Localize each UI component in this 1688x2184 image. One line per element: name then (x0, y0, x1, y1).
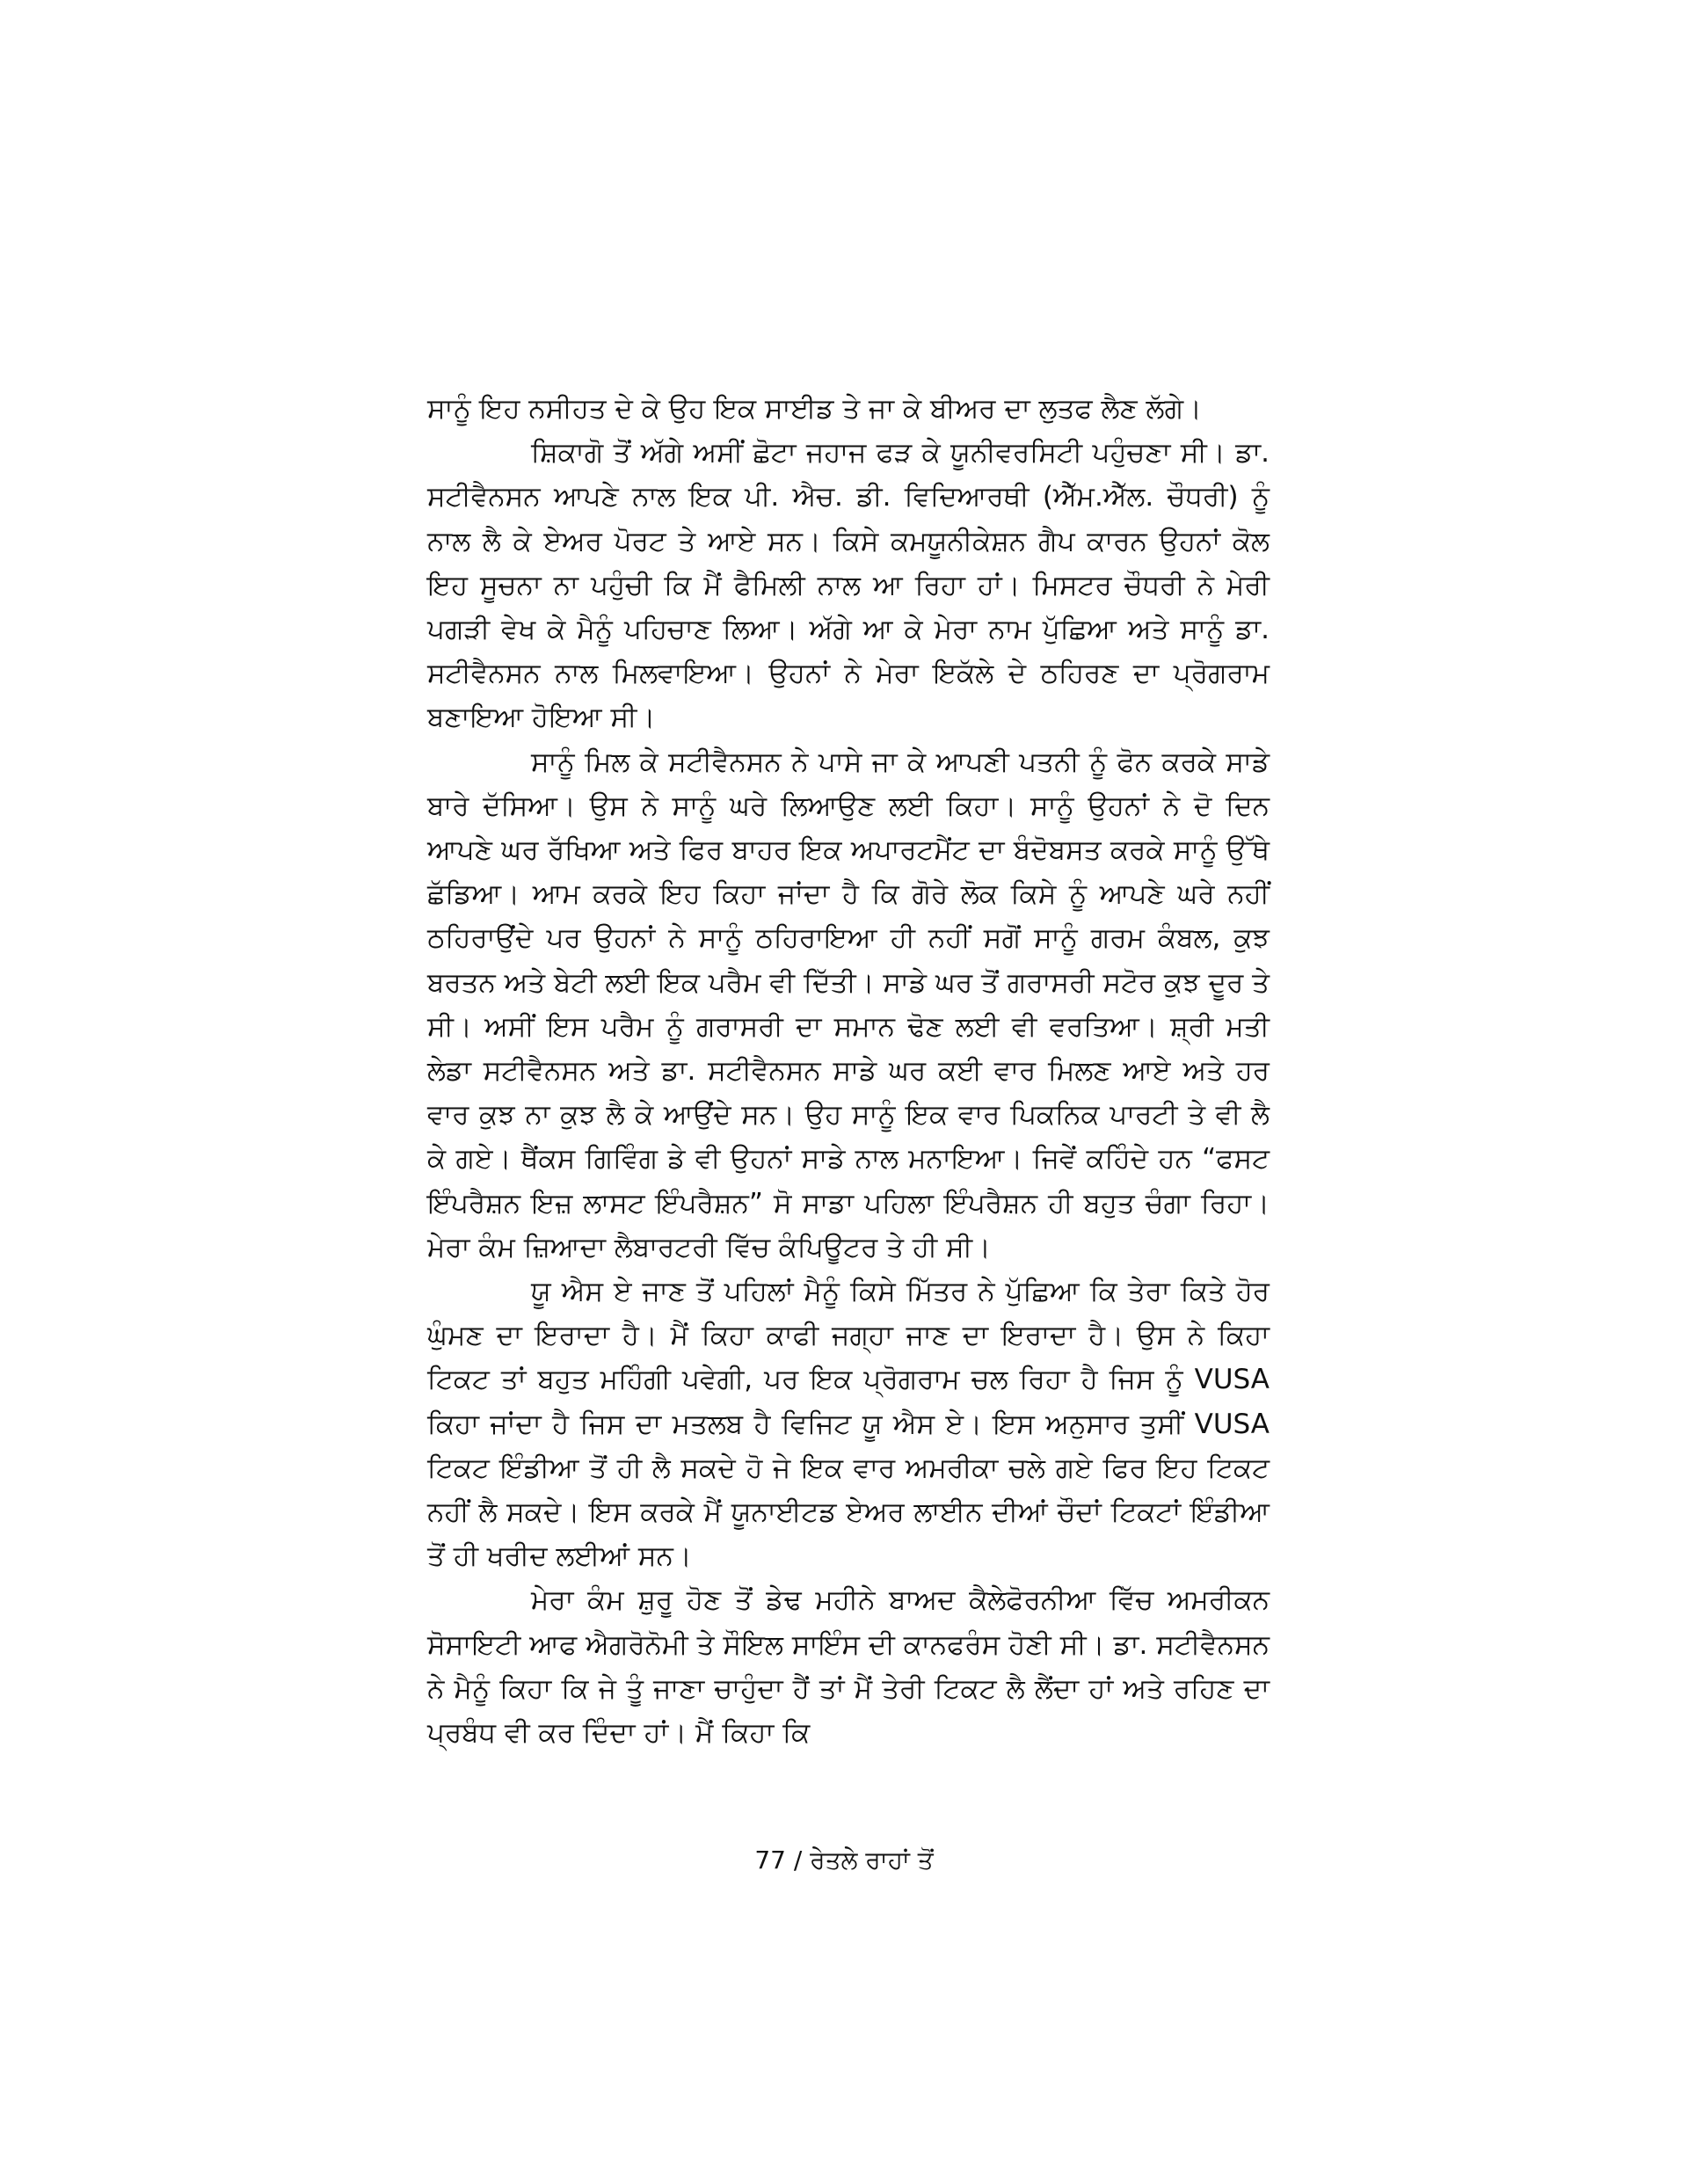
page-footer: 77 / ਰੇਤਲੇ ਰਾਹਾਂ ਤੋਂ (754, 1845, 934, 1875)
paragraph-2: ਸ਼ਿਕਾਗੋ ਤੋਂ ਅੱਗੇ ਅਸੀਂ ਛੋਟਾ ਜਹਾਜ ਫੜ ਕੇ ਯੂਨੀਵਰਸਿਟੀ ਪਹੁੰਚਣਾ ਸੀ। ਡਾ. ਸਟੀਵੈਨਸਨ ਆਪਣੇ ਨਾਲ ਇਕ ਪੀ. ਐਚ. ਡੀ. ਵਿਦਿਆਰਥੀ (ਐੱਮ.ਐੱਲ. ਚੌਧਰੀ) ਨੂੰ ਨਾਲ ਲੈ ਕੇ ਏਅਰ ਪੋਰਟ ਤੇ ਆਏ ਸਨ। ਕਿਸੇ ਕਮਯੂਨੀਕੇਸ਼ਨ ਗੈਪ ਕਾਰਨ ਉਹਨਾਂ ਕੋਲ ਇਹ ਸੂਚਨਾ ਨਾ ਪਹੁੰਚੀ ਕਿ ਮੈਂ ਫੈਮਿਲੀ ਨਾਲ ਆ ਰਿਹਾ ਹਾਂ। ਮਿਸਟਰ ਚੌਧਰੀ ਨੇ ਮੇਰੀ ਪਗੜੀ ਵੇਖ ਕੇ ਮੈਨੂੰ ਪਹਿਚਾਣ ਲਿਆ। ਅੱਗੇ ਆ ਕੇ ਮੇਰਾ ਨਾਮ ਪੁੱਛਿਆ ਅਤੇ ਸਾਨੂੰ ਡਾ. ਸਟੀਵੈਨਸਨ ਨਾਲ ਮਿਲਵਾਇਆ। ਉਹਨਾਂ ਨੇ ਮੇਰਾ ਇਕੱਲੇ ਦੇ ਠਹਿਰਣ ਦਾ ਪ੍ਰੋਗਰਾਮ ਬਣਾਇਆ ਹੋਇਆ ਸੀ। (427, 437, 1270, 734)
paragraph-4: ਯੂ ਐਸ ਏ ਜਾਣ ਤੋਂ ਪਹਿਲਾਂ ਮੈਨੂੰ ਕਿਸੇ ਮਿੱਤਰ ਨੇ ਪੁੱਛਿਆ ਕਿ ਤੇਰਾ ਕਿਤੇ ਹੋਰ ਘੁੰਮਣ ਦਾ ਇਰਾਦਾ ਹੈ। ਮੈਂ ਕਿਹਾ ਕਾਫੀ ਜਗ੍ਹਾ ਜਾਣ ਦਾ ਇਰਾਦਾ ਹੈ। ਉਸ ਨੇ ਕਿਹਾ ਟਿਕਟ ਤਾਂ ਬਹੁਤ ਮਹਿੰਗੀ ਪਵੇਗੀ, ਪਰ ਇਕ ਪ੍ਰੋਗਰਾਮ ਚਲ ਰਿਹਾ ਹੈ ਜਿਸ ਨੂੰ VUSA ਕਿਹਾ ਜਾਂਦਾ ਹੈ ਜਿਸ ਦਾ ਮਤਲਬ ਹੈ ਵਿਜਿਟ ਯੂ ਐਸ ਏ। ਇਸ ਅਨੁਸਾਰ ਤੁਸੀਂ VUSA ਟਿਕਟ ਇੰਡੀਆ ਤੋਂ ਹੀ ਲੈ ਸਕਦੇ ਹੋ ਜੇ ਇਕ ਵਾਰ ਅਮਰੀਕਾ ਚਲੇ ਗਏ ਫਿਰ ਇਹ ਟਿਕਟ ਨਹੀਂ ਲੈ ਸਕਦੇ। ਇਸ ਕਰਕੇ ਮੈਂ ਯੂਨਾਈਟਡ ਏਅਰ ਲਾਈਨ ਦੀਆਂ ਚੌਦਾਂ ਟਿਕਟਾਂ ਇੰਡੀਆ ਤੋਂ ਹੀ ਖਰੀਦ ਲਈਆਂ ਸਨ। (427, 1276, 1270, 1573)
page-body-text (427, 387, 1270, 1755)
paragraph-3: ਸਾਨੂੰ ਮਿਲ ਕੇ ਸਟੀਵੈਨਸਨ ਨੇ ਪਾਸੇ ਜਾ ਕੇ ਆਪਣੀ ਪਤਨੀ ਨੂੰ ਫੋਨ ਕਰਕੇ ਸਾਡੇ ਬਾਰੇ ਦੱਸਿਆ। ਉਸ ਨੇ ਸਾਨੂੰ ਘਰੇ ਲਿਆਉਣ ਲਈ ਕਿਹਾ। ਸਾਨੂੰ ਉਹਨਾਂ ਨੇ ਦੋ ਦਿਨ ਆਪਣੇ ਘਰ ਰੱਖਿਆ ਅਤੇ ਫਿਰ ਬਾਹਰ ਇਕ ਅਪਾਰਟਮੈਂਟ ਦਾ ਬੰਦੋਬਸਤ ਕਰਕੇ ਸਾਨੂੰ ਉੱਥੇ ਛੱਡਿਆ। ਆਮ ਕਰਕੇ ਇਹ ਕਿਹਾ ਜਾਂਦਾ ਹੈ ਕਿ ਗੋਰੇ ਲੋਕ ਕਿਸੇ ਨੂੰ ਆਪਣੇ ਘਰੇ ਨਹੀਂ ਠਹਿਰਾਉਂਦੇ ਪਰ ਉਹਨਾਂ ਨੇ ਸਾਨੂੰ ਠਹਿਰਾਇਆ ਹੀ ਨਹੀਂ ਸਗੋਂ ਸਾਨੂੰ ਗਰਮ ਕੰਬਲ, ਕੁਝ ਬਰਤਨ ਅਤੇ ਬੇਟੀ ਲਈ ਇਕ ਪਰੈਮ ਵੀ ਦਿੱਤੀ। ਸਾਡੇ ਘਰ ਤੋਂ ਗਰਾਸਰੀ ਸਟੋਰ ਕੁਝ ਦੂਰ ਤੇ ਸੀ। ਅਸੀਂ ਇਸ ਪਰੈਮ ਨੂੰ ਗਰਾਸਰੀ ਦਾ ਸਮਾਨ ਢੋਣ ਲਈ ਵੀ ਵਰਤਿਆ। ਸ਼੍ਰੀ ਮਤੀ ਲੇਡਾ ਸਟੀਵੈਨਸਨ ਅਤੇ ਡਾ. ਸਟੀਵੈਨਸਨ ਸਾਡੇ ਘਰ ਕਈ ਵਾਰ ਮਿਲਣ ਆਏ ਅਤੇ ਹਰ ਵਾਰ ਕੁਝ ਨਾ ਕੁਝ ਲੈ ਕੇ ਆਉਂਦੇ ਸਨ। ਉਹ ਸਾਨੂੰ ਇਕ ਵਾਰ ਪਿਕਨਿਕ ਪਾਰਟੀ ਤੇ ਵੀ ਲੈ ਕੇ ਗਏ। ਥੈਂਕਸ ਗਿਵਿੰਗ ਡੇ ਵੀ ਉਹਨਾਂ ਸਾਡੇ ਨਾਲ ਮਨਾਇਆ। ਜਿਵੇਂ ਕਹਿੰਦੇ ਹਨ “ਫਸਟ ਇੰਪਰੈਸ਼ਨ ਇਜ਼ ਲਾਸਟ ਇੰਪਰੈਸ਼ਨ” ਸੋ ਸਾਡਾ ਪਹਿਲਾ ਇੰਪਰੈਸ਼ਨ ਹੀ ਬਹੁਤ ਚੰਗਾ ਰਿਹਾ। ਮੇਰਾ ਕੰਮ ਜ਼ਿਆਦਾ ਲੈਬਾਰਟਰੀ ਵਿੱਚ ਕੰਪਿਊਟਰ ਤੇ ਹੀ ਸੀ। (427, 746, 1270, 1263)
paragraph-1: ਸਾਨੂੰ ਇਹ ਨਸੀਹਤ ਦੇ ਕੇ ਉਹ ਇਕ ਸਾਈਡ ਤੇ ਜਾ ਕੇ ਬੀਅਰ ਦਾ ਲੁਤਫ ਲੈਣ ਲੱਗੇ। (427, 393, 1202, 425)
paragraph-5: ਮੇਰਾ ਕੰਮ ਸ਼ੁਰੂ ਹੋਣ ਤੋਂ ਡੇਢ ਮਹੀਨੇ ਬਾਅਦ ਕੈਲੇਫੋਰਨੀਆ ਵਿੱਚ ਅਮਰੀਕਨ ਸੋਸਾਇਟੀ ਆਫ ਐਗਰੋਨੋਮੀ ਤੇ ਸੌਇਲ ਸਾਇੰਸ ਦੀ ਕਾਨਫਰੰਸ ਹੋਣੀ ਸੀ। ਡਾ. ਸਟੀਵੈਨਸਨ ਨੇ ਮੈਨੂੰ ਕਿਹਾ ਕਿ ਜੇ ਤੂੰ ਜਾਣਾ ਚਾਹੁੰਦਾ ਹੈਂ ਤਾਂ ਮੈਂ ਤੇਰੀ ਟਿਕਟ ਲੈ ਲੈਂਦਾ ਹਾਂ ਅਤੇ ਰਹਿਣ ਦਾ ਪ੍ਰਬੰਧ ਵੀ ਕਰ ਦਿੰਦਾ ਹਾਂ। ਮੈਂ ਕਿਹਾ ਕਿ (427, 1584, 1270, 1750)
